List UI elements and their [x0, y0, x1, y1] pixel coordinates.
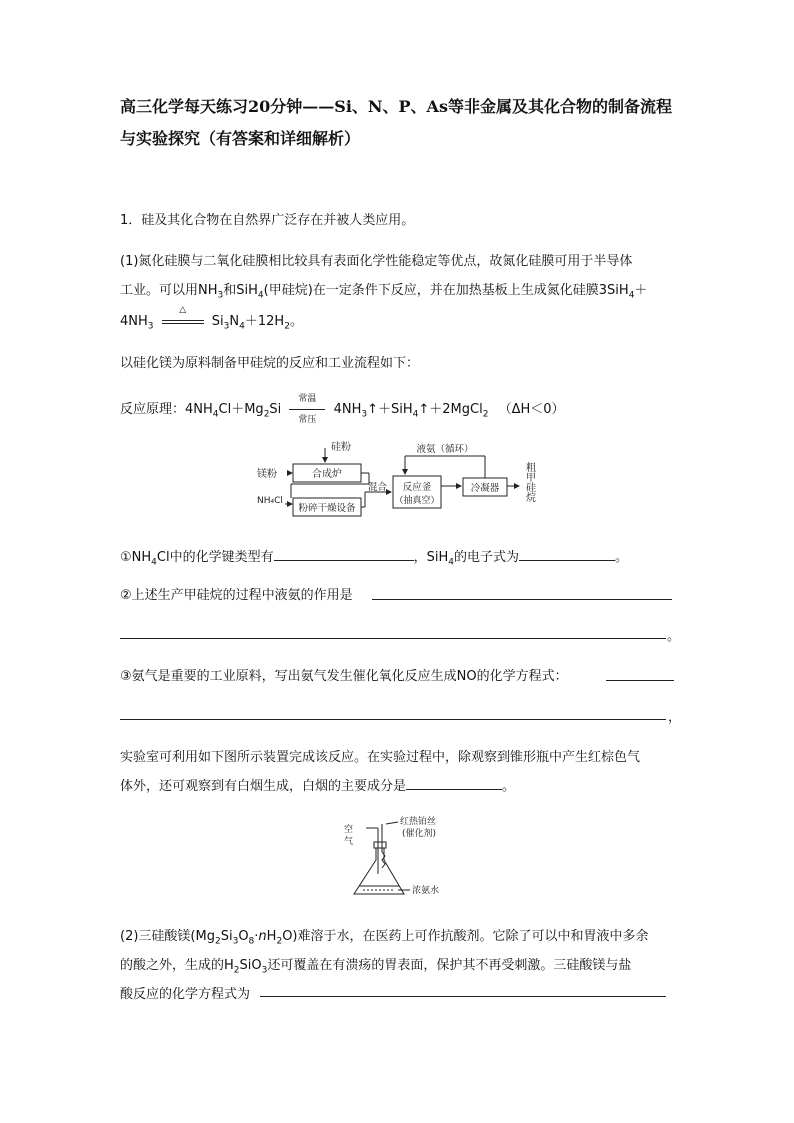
label-air-2: 气 — [344, 837, 354, 847]
subscript: 2 — [233, 965, 240, 976]
text-span: ＋ — [634, 283, 648, 298]
label-fanyingfu: 反应釜 — [402, 482, 432, 493]
stopper — [374, 842, 386, 848]
label-nh4cl: NH₄Cl — [257, 496, 283, 506]
subscript: 3 — [232, 936, 239, 947]
text-span: （ΔH＜0） — [498, 402, 565, 417]
text-span: 工业。可以用NH — [120, 283, 218, 298]
subscript: 4 — [412, 409, 419, 420]
text-span: 的电子式为 — [453, 550, 519, 565]
reaction-principle — [120, 393, 565, 425]
text-span: SiO — [239, 958, 262, 973]
condition-arrow — [289, 393, 325, 425]
experiment-line1: 实验室可利用如下图所示装置完成该反应。在实验过程中，除观察到锥形瓶中产生红棕色气 — [120, 750, 641, 765]
question-c: ③氨气是重要的工业原料，写出氨气发生催化氧化反应生成NO的化学方程式： — [120, 669, 568, 684]
text-span: 。 — [502, 779, 516, 794]
subscript: 4 — [257, 290, 264, 301]
subscript: 3 — [361, 409, 368, 420]
subscript: 3 — [147, 321, 154, 332]
text-span: 4NH — [120, 314, 148, 329]
subscript: 8 — [248, 936, 255, 947]
label-fensui: 粉碎干燥设备 — [298, 503, 356, 514]
text-span: Si — [220, 929, 233, 944]
process-flow-diagram — [255, 440, 545, 528]
label-meifen: 镁粉 — [257, 469, 277, 480]
subscript: 4 — [151, 557, 157, 568]
pointer-wire — [386, 822, 398, 824]
part-1-line2 — [120, 279, 647, 301]
text-span: Cl中的化学键类型有 — [156, 550, 274, 565]
question-b-end: 。 — [667, 629, 681, 644]
answer-line-c2[interactable] — [120, 719, 666, 720]
text-span: Si — [269, 402, 282, 417]
label-air-1: 空 — [344, 825, 354, 835]
text-span: Si — [211, 314, 224, 329]
subscript: 4 — [212, 409, 219, 420]
subscript: 2 — [482, 409, 489, 420]
part-2-line3: 酸反应的化学方程式为 — [120, 987, 251, 1002]
answer-line-b1[interactable] — [372, 599, 672, 600]
answer-blank-bond-type[interactable] — [274, 546, 414, 561]
label-ammonia: 浓氨水 — [412, 886, 440, 896]
question-c-end: ， — [668, 710, 682, 725]
text-span: H — [266, 929, 277, 944]
heat-symbol: △ — [179, 304, 187, 315]
label-lengningqi: 冷凝器 — [470, 483, 500, 494]
text-span: O — [238, 929, 249, 944]
answer-line-c1[interactable] — [606, 680, 674, 681]
eq-line-top — [162, 320, 204, 321]
label-guifen: 硅粉 — [331, 442, 351, 453]
text-span: O)难溶于水，在医药上可作抗酸剂。它除了可以中和胃液中多余 — [282, 929, 649, 944]
text-span: · — [254, 929, 259, 944]
label-choukong: （抽真空） — [394, 496, 440, 506]
heat-condition-arrow — [162, 304, 204, 329]
text-span: 还可覆盖在有溃疡的胃表面，保护其不再受刺激。三硅酸镁与盐 — [267, 958, 632, 973]
label-product: 粗甲硅烷 — [523, 462, 535, 502]
question-b: ②上述生产甲硅烷的过程中液氨的作用是 — [120, 588, 353, 603]
answer-line-part2[interactable] — [260, 996, 666, 997]
apparatus-figure — [338, 812, 458, 902]
subscript: 2 — [263, 409, 270, 420]
text-span: ①NH — [120, 550, 152, 565]
subscript: 4 — [628, 290, 635, 301]
subscript: 4 — [239, 321, 245, 332]
eq-line-bottom — [162, 323, 204, 324]
answer-blank-electron-formula[interactable] — [519, 546, 615, 561]
text-span: ↑＋2MgCl — [418, 402, 483, 417]
subscript: 2 — [284, 321, 290, 332]
text-span: ↑＋SiH — [367, 402, 413, 417]
answer-blank-white-smoke[interactable] — [406, 775, 502, 790]
text-span: 反应原理：4NH — [120, 402, 213, 417]
subscript: 3 — [223, 321, 230, 332]
condition-line — [289, 409, 325, 410]
subscript: 4 — [448, 557, 454, 568]
subscript: 3 — [261, 965, 268, 976]
text-span: (2)三硅酸镁(Mg — [120, 929, 215, 944]
text-span: 体外，还可观察到有白烟生成，白烟的主要成分是 — [120, 779, 407, 794]
page-title-line1: 高三化学每天练习20分钟——Si、N、P、As等非金属及其化合物的制备流程 — [120, 97, 672, 116]
conical-flask — [354, 846, 404, 894]
text-span: N — [229, 314, 240, 329]
condition-top: 常温 — [298, 393, 317, 404]
text-span: (甲硅烷)在一定条件下反应，并在加热基板上生成氮化硅膜3SiH — [263, 283, 629, 298]
experiment-line2 — [120, 775, 515, 794]
question-1-intro: 1．硅及其化合物在自然界广泛存在并被人类应用。 — [120, 213, 415, 228]
question-a — [120, 546, 628, 568]
label-yean: 液氨（循环） — [416, 444, 474, 455]
label-hunhe: 混合 — [368, 482, 388, 493]
text-span: 。 — [614, 550, 628, 565]
text-span: 的酸之外，生成的H — [120, 958, 234, 973]
subscript: 2 — [276, 936, 283, 947]
text-span: Cl＋Mg — [218, 402, 264, 417]
subscript: 2 — [214, 936, 221, 947]
part-1-process-intro: 以硅化镁为原料制备甲硅烷的反应和工业流程如下： — [120, 356, 420, 371]
text-span-italic: n — [258, 929, 267, 944]
part-2-line1 — [120, 925, 649, 947]
label-wire: 红热铂丝 — [400, 817, 437, 827]
text-span: ＋12H — [244, 314, 285, 329]
text-span: 和SiH — [223, 283, 258, 298]
text-span: ，SiH — [413, 550, 449, 565]
part-1-line3-equation — [120, 304, 303, 332]
text-span: 。 — [289, 314, 303, 329]
label-catalyst: (催化剂) — [402, 829, 437, 839]
text-span: 4NH — [333, 402, 362, 417]
subscript: 3 — [217, 290, 224, 301]
answer-line-b2[interactable] — [120, 638, 666, 639]
page-title-line2: 与实验探究（有答案和详细解析） — [120, 129, 361, 148]
part-1-line1: (1)氮化硅膜与二氧化硅膜相比较具有表面化学性能稳定等优点，故氮化硅膜可用于半导体 — [120, 254, 633, 269]
condition-bottom: 常压 — [298, 414, 317, 425]
part-2-line2 — [120, 954, 631, 976]
label-hechenglu: 合成炉 — [312, 469, 342, 480]
